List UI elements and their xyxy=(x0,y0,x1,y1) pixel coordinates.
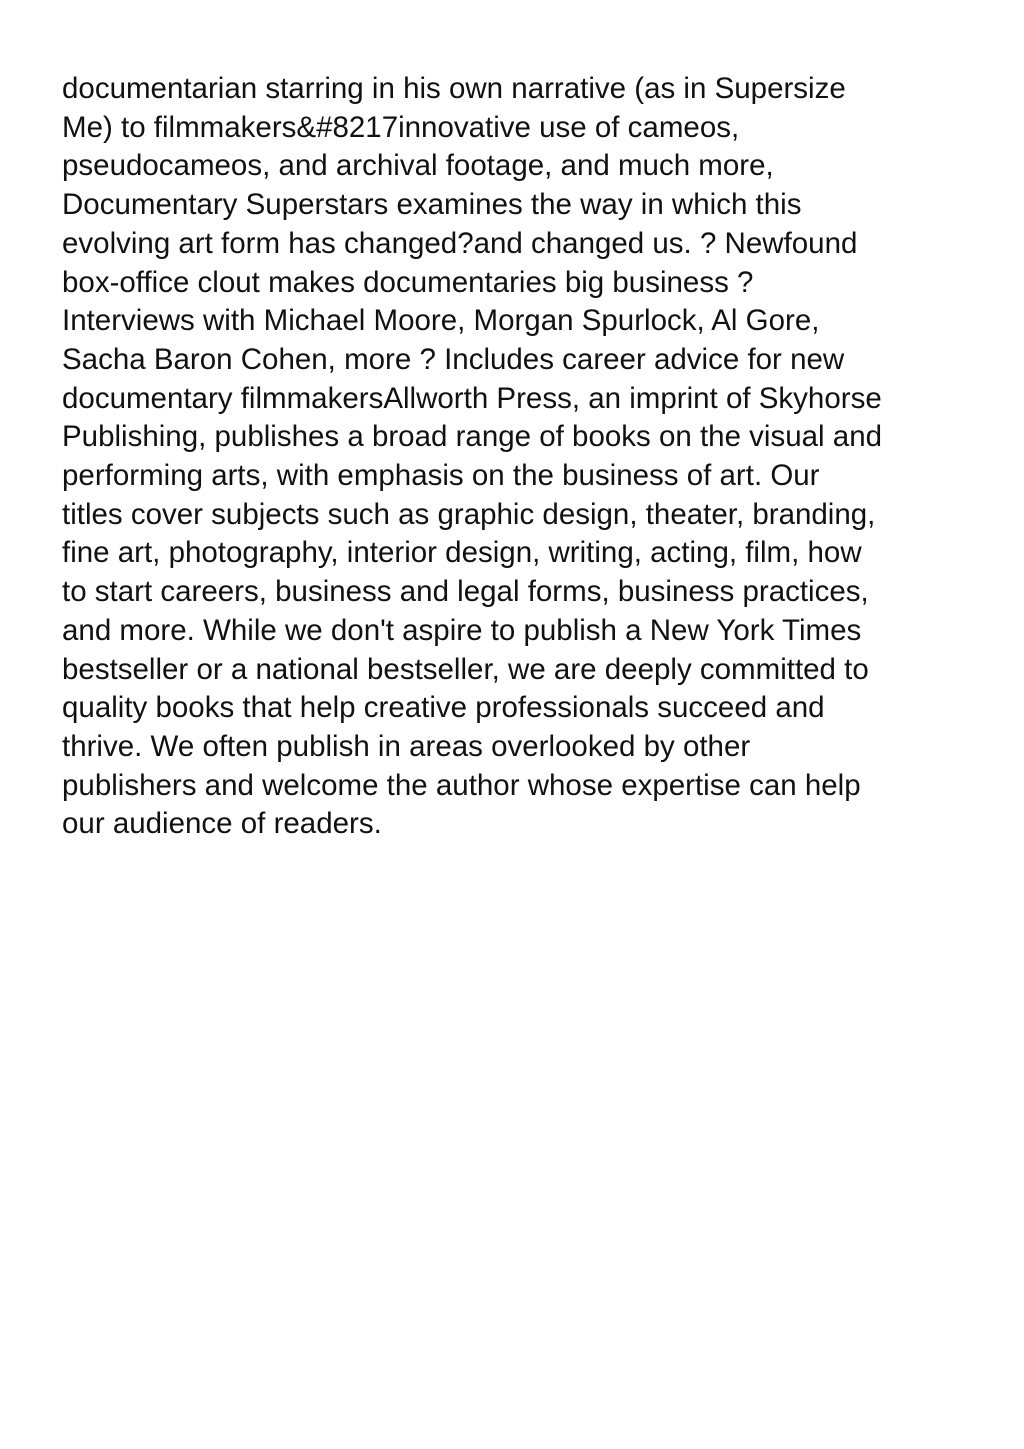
text-line: and more. While we don't aspire to publish a New York Times xyxy=(62,613,862,647)
text-line: Sacha Baron Cohen, more ? Includes career advice for new xyxy=(62,342,845,376)
text-line: pseudocameos, and archival footage, and much more, xyxy=(62,149,774,183)
text-line: Documentary Superstars examines the way in which this xyxy=(62,188,802,222)
text-line: our audience of readers. xyxy=(62,807,382,841)
text-line: bestseller or a national bestseller, we are deeply committed to xyxy=(62,652,869,686)
text-line: Interviews with Michael Moore, Morgan Spurlock, Al Gore, xyxy=(62,304,820,338)
text-line: publishers and welcome the author whose expertise can help xyxy=(62,768,861,802)
body-paragraph xyxy=(62,70,1002,844)
text-line: box-office clout makes documentaries big business ? xyxy=(62,265,754,299)
text-line: fine art, photography, interior design, writing, acting, film, how xyxy=(62,536,862,570)
text-line: Me) to filmmakers&#8217innovative use of cameos, xyxy=(62,110,740,144)
text-line: documentarian starring in his own narrative (as in Supersize xyxy=(62,72,846,105)
text-line: performing arts, with emphasis on the business of art. Our xyxy=(62,459,820,493)
text-line: to start careers, business and legal forms, business practices, xyxy=(62,575,869,609)
text-line: quality books that help creative professionals succeed and xyxy=(62,691,825,725)
text-line: thrive. We often publish in areas overlooked by other xyxy=(62,729,751,763)
text-line: titles cover subjects such as graphic design, theater, branding, xyxy=(62,497,876,531)
text-line: evolving art form has changed?and changed us. ? Newfound xyxy=(62,226,858,260)
text-line: Publishing, publishes a broad range of books on the visual and xyxy=(62,420,883,454)
text-line: documentary filmmakersAllworth Press, an imprint of Skyhorse xyxy=(62,381,882,415)
